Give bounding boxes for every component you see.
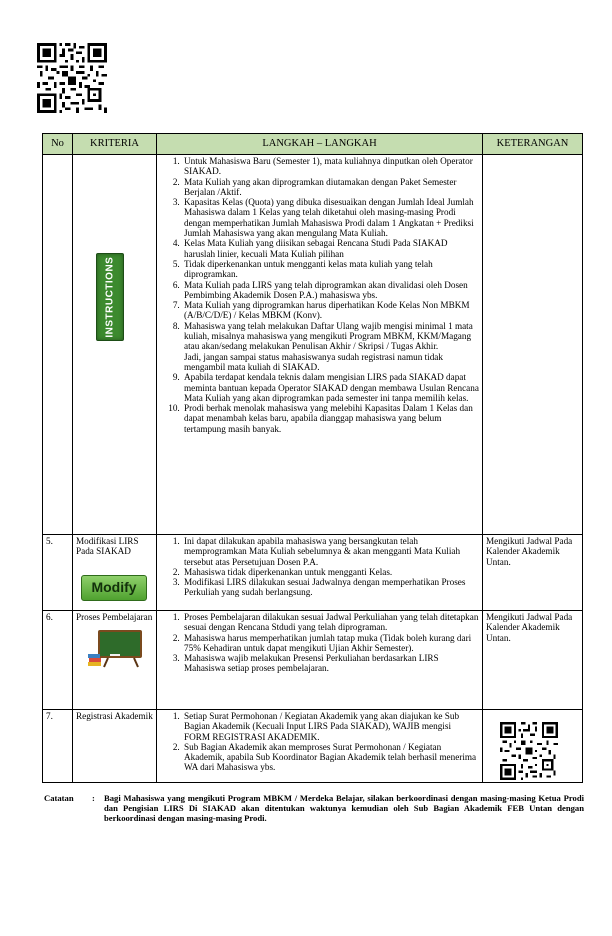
- criteria-label: Proses Pembelajaran: [76, 612, 153, 622]
- step-item: 3. Mahasiswa wajib melakukan Presensi Perkuliahan berdasarkan LIRS Mahasiswa setiap proses pembelajaran.: [182, 653, 479, 674]
- criteria-cell: [73, 611, 157, 710]
- keterangan-cell: Mengikuti Jadwal Pada Kalender Akademik Untan.: [483, 611, 583, 710]
- table-row-6: [43, 611, 583, 710]
- step-item: 10. Prodi berhak menolak mahasiswa yang melebihi Kapasitas Dalam 1 Kelas dan dapat menambah kelas baru, apabila dianggap mahasiswa yang belum tertampung masih banyak.: [182, 403, 479, 434]
- criteria-label: Registrasi Akademik: [76, 711, 153, 721]
- steps-list: [160, 156, 479, 434]
- table-row-instructions: [43, 155, 583, 535]
- step-text: Mahasiswa yang telah melakukan Daftar Ulang wajib mengisi minimal 1 mata kuliah, misalnya mahasiswa yang mengikuti Program MBKM, KKM/Magang atau akan/sedang melakukan Penulisan Akhir / Skripsi / Tugas Akhir.: [184, 320, 473, 352]
- step-item: [182, 321, 479, 372]
- step-item: 2. Mahasiswa harus memperhatikan jumlah tatap muka (Tidak boleh kurang dari 75% Kehadiran untuk dapat mengikuti Ujian Akhir Semester).: [182, 633, 479, 654]
- header-keterangan: KETERANGAN: [483, 134, 583, 155]
- header-langkah: LANGKAH – LANGKAH: [157, 134, 483, 155]
- qr-code-top: [37, 43, 107, 113]
- criteria-cell: [73, 535, 157, 611]
- catatan-label: Catatan: [44, 793, 74, 803]
- step-item: 4. Kelas Mata Kuliah yang diisikan sebagai Rencana Studi Pada SIAKAD haruslah linier, kecuali Mata Kuliah pilihan: [182, 238, 479, 259]
- keterangan-cell: [483, 155, 583, 535]
- steps-list: [160, 711, 479, 773]
- chalkboard-icon: [88, 628, 146, 668]
- steps-list: [160, 612, 479, 674]
- row-number: 5.: [43, 535, 73, 611]
- catatan-text: Bagi Mahasiswa yang mengikuti Program MBKM / Merdeka Belajar, silakan berkoordinasi dengan masing-masing Ketua Prodi dan Pengisian LIRS Di SIAKAD akan ditentukan waktunya kemudian oleh Sub Bagian Akademik FEB Untan dengan berkoordinasi dengan masing-masing Prodi.: [104, 793, 584, 823]
- modify-icon-label: Modify: [91, 579, 137, 596]
- step-item: 1. Untuk Mahasiswa Baru (Semester 1), mata kuliahnya dinputkan oleh Operator SIAKAD.: [182, 156, 479, 177]
- step-item: 2. Mahasiswa tidak diperkenankan untuk mengganti Kelas.: [182, 567, 479, 577]
- criteria-cell: [73, 155, 157, 535]
- instructions-icon: [96, 253, 124, 341]
- header-no: No: [43, 134, 73, 155]
- catatan-colon: :: [92, 793, 95, 803]
- step-item: 2. Sub Bagian Akademik akan memproses Surat Permohonan / Kegiatan Akademik, apabila Sub Koordinator Bagian Akademik telah berhasil menerima WA dari Mahasiswa ybs.: [182, 742, 479, 773]
- steps-cell: [157, 710, 483, 783]
- step-item: 9. Apabila terdapat kendala teknis dalam mengisian LIRS pada SIAKAD dapat meminta bantuan kepada Operator SIAKAD dengan membawa Usulan Rencana Mata Kuliah yang akan diprogramkan pada semester ini tanpa memilih kelas.: [182, 372, 479, 403]
- qr-code-registrasi: [500, 722, 558, 780]
- catatan-note: [44, 793, 584, 823]
- steps-cell: [157, 535, 483, 611]
- step-item: 1. Proses Pembelajaran dilakukan sesuai Jadwal Perkuliahan yang telah ditetapkan sesuai dengan Rencana Stdudi yang telah diprograman.: [182, 612, 479, 633]
- criteria-label: Modifikasi LIRS Pada SIAKAD: [76, 536, 139, 557]
- procedure-table: [42, 133, 583, 783]
- step-item: 2. Mata Kuliah yang akan diprogramkan diutamakan dengan Paket Semester Berjalan /Aktif.: [182, 177, 479, 198]
- header-kriteria: KRITERIA: [73, 134, 157, 155]
- row-number: 7.: [43, 710, 73, 783]
- keterangan-cell: Mengikuti Jadwal Pada Kalender Akademik Untan.: [483, 535, 583, 611]
- step-item: 6. Mata Kuliah pada LIRS yang telah diprogramkan akan divalidasi oleh Dosen Pembimbing Akademik Dosen P.A.) mahasiswa ybs.: [182, 280, 479, 301]
- instructions-icon-label: INSTRUCTIONS: [103, 256, 115, 338]
- criteria-cell: [73, 710, 157, 783]
- step-item: 7. Mata Kuliah yang diprogramkan harus diperhatikan Kode Kelas Non MBKM (A/B/C/D/E) / Kelas MBKM (Konv).: [182, 300, 479, 321]
- steps-cell: [157, 611, 483, 710]
- steps-list: [160, 536, 479, 598]
- step-item: 1. Ini dapat dilakukan apabila mahasiswa yang bersangkutan telah memprogramkan Mata Kuliah sebelumnya & akan mengganti Mata Kuliah tersebut atas Persetujuan Dosen P.A.: [182, 536, 479, 567]
- step-item: 3. Kapasitas Kelas (Quota) yang dibuka disesuaikan dengan Jumlah Ideal Jumlah Mahasiswa dalam 1 Kelas yang telah diketahui oleh masing-masing Prodi dengan memperhatikan Jumlah Mahasiswa Prodi dalam 1 Angkatan + Prediksi Jumlah Mahasiswa yang akan mengulang Mata Kuliah.: [182, 197, 479, 238]
- step-item: 3. Modifikasi LIRS dilakukan sesuai Jadwalnya dengan memperhatikan Proses Perkuliah yang sudah berlangsung.: [182, 577, 479, 598]
- modify-icon: [81, 575, 147, 601]
- table-row-5: [43, 535, 583, 611]
- row-number: 6.: [43, 611, 73, 710]
- step-note: Jadi, jangan sampai status mahasiswanya sudah registrasi namun tidak mengambil mata kuliah di SIAKAD.: [184, 351, 443, 372]
- row-number: [43, 155, 73, 535]
- step-item: 1. Setiap Surat Permohonan / Kegiatan Akademik yang akan diajukan ke Sub Bagian Akademik (Kecuali Input LIRS Pada SIAKAD), WAJIB mengisi FORM REGISTRASI AKADEMIK.: [182, 711, 479, 742]
- table-header-row: [43, 134, 583, 155]
- steps-cell: [157, 155, 483, 535]
- step-item: 5. Tidak diperkenankan untuk mengganti kelas mata kuliah yang telah diprogramkan.: [182, 259, 479, 280]
